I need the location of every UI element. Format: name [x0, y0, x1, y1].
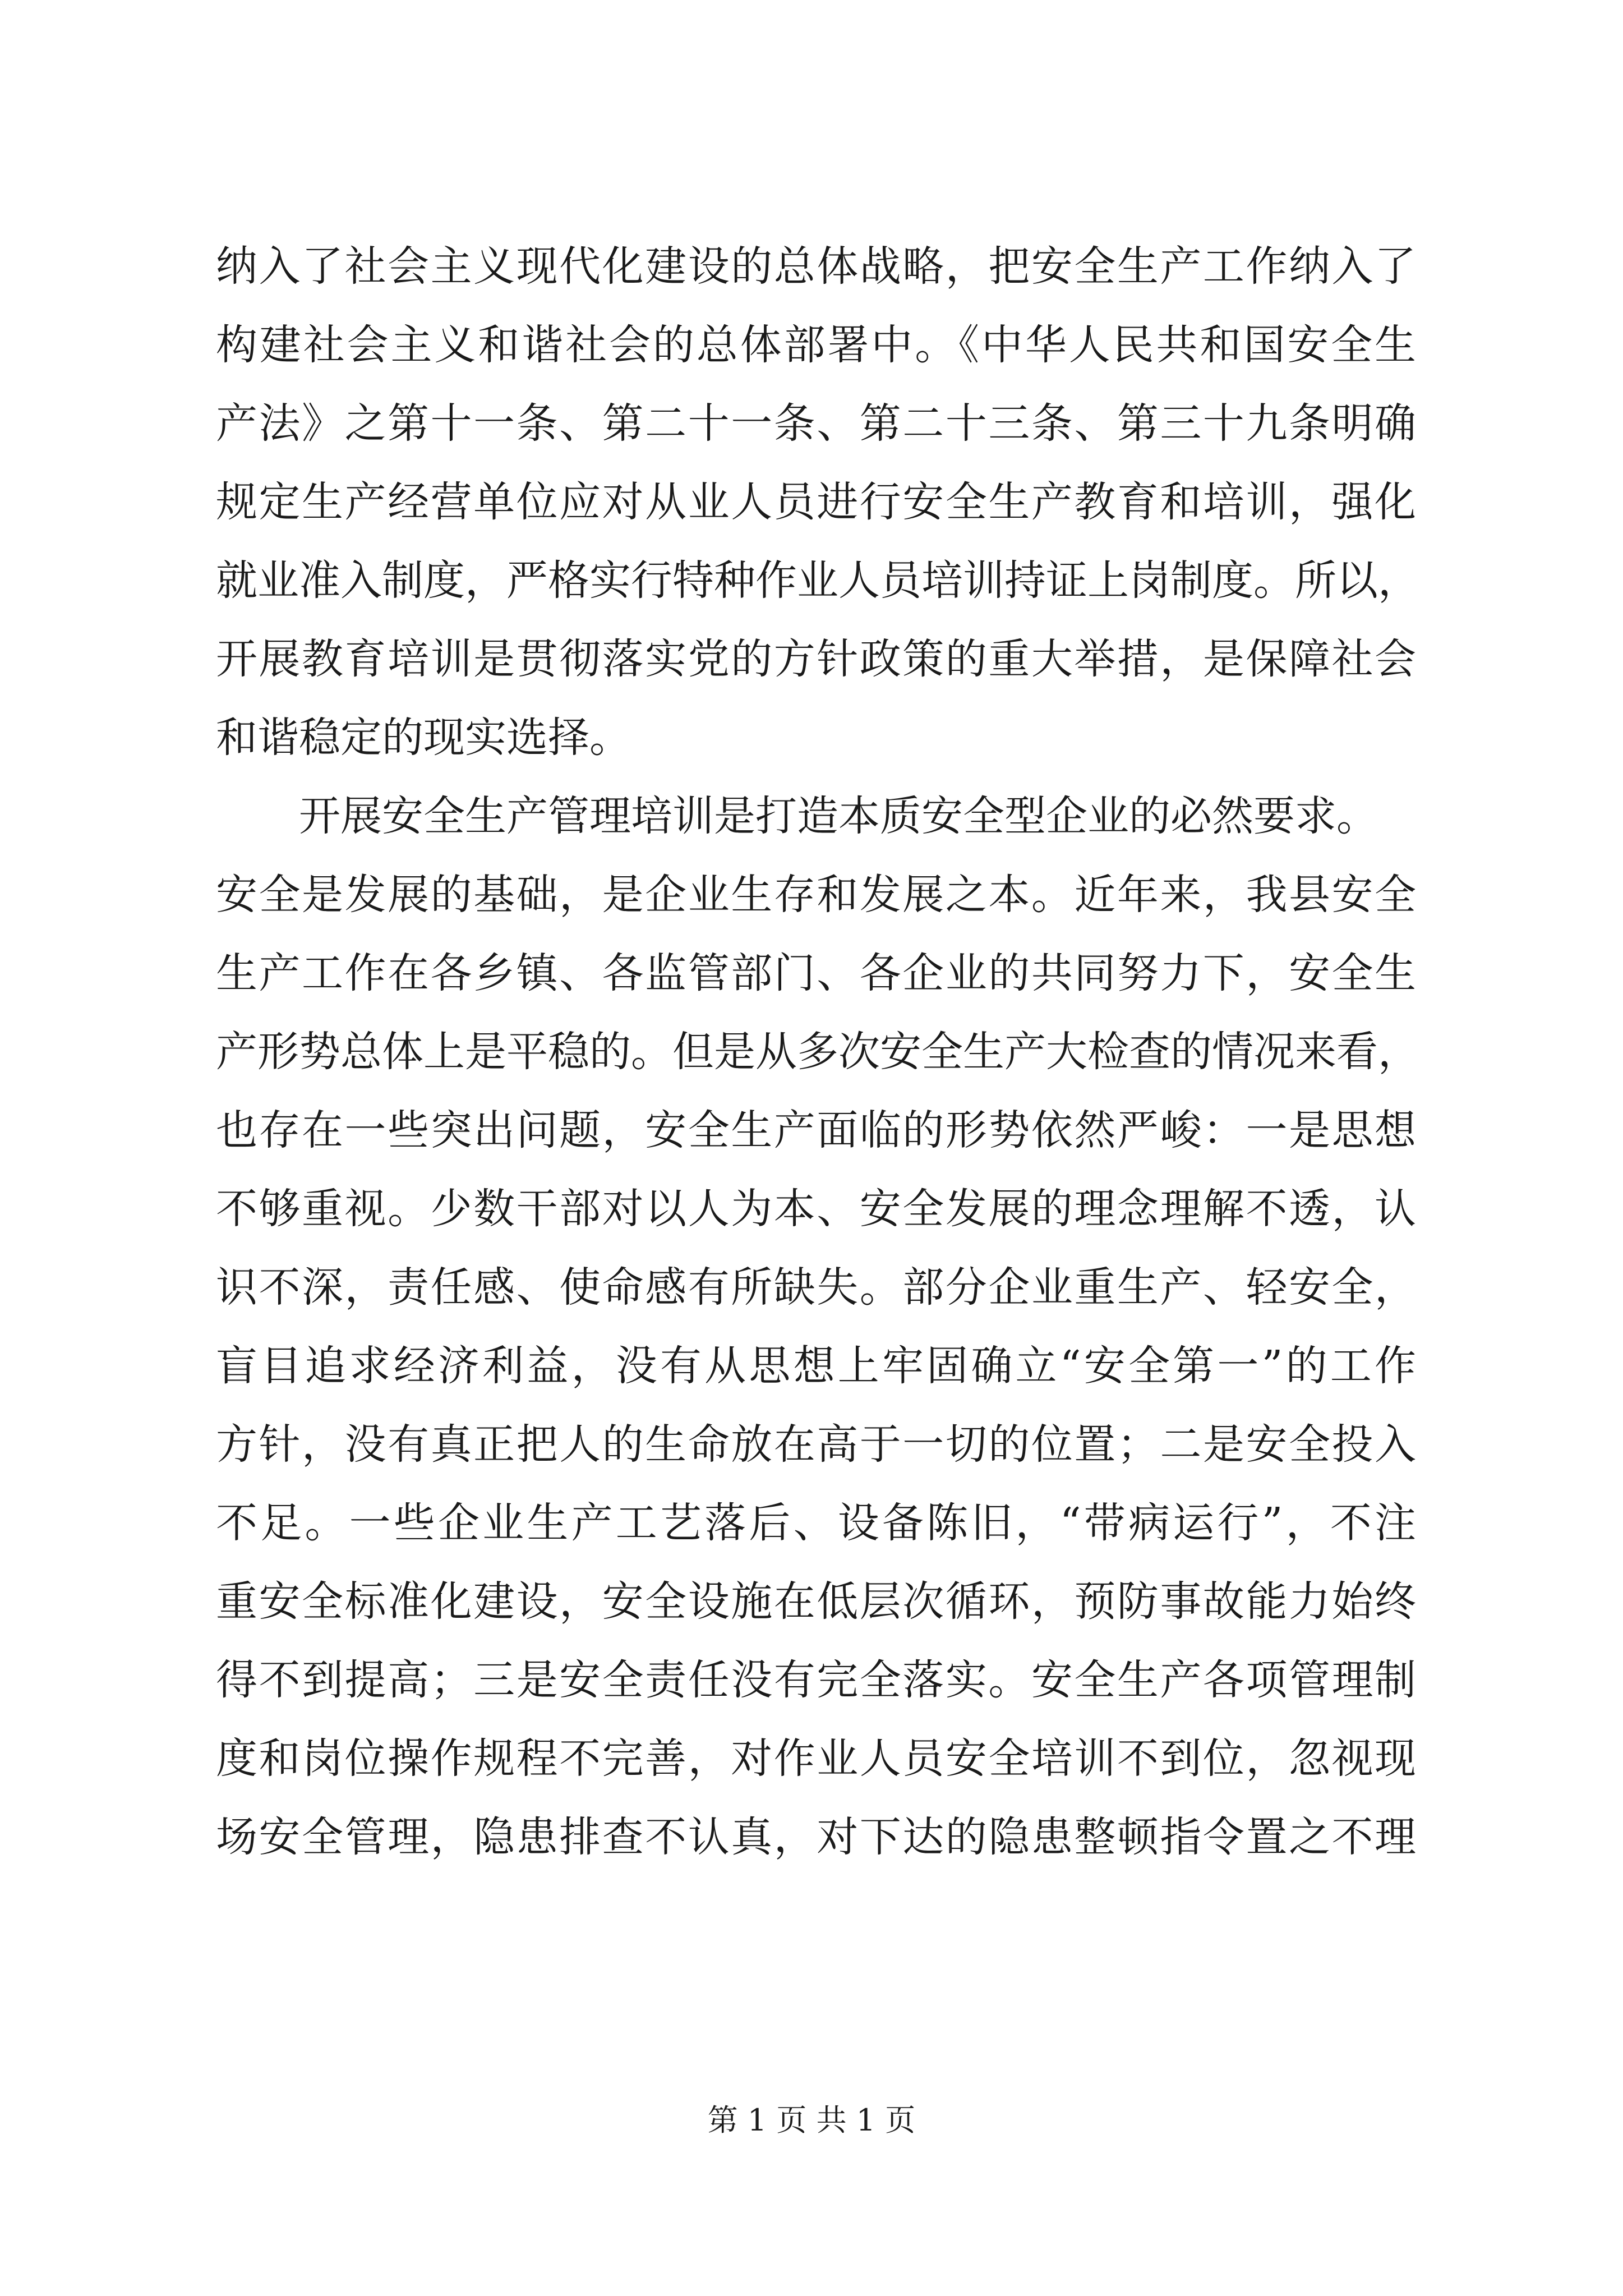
paragraph-2-line-11: 重安全标准化建设，安全设施在低层次循环，预防事故能力始终 — [216, 1577, 1416, 1626]
paragraph-2-line-3: 生产工作在各乡镇、各监管部门、各企业的共同努力下，安全生 — [216, 949, 1416, 997]
paragraph-2-line-2: 安全是发展的基础，是企业生存和发展之本。近年来，我县安全 — [216, 871, 1416, 919]
paragraph-2-line-4: 产形势总体上是平稳的。但是从多次安全生产大检查的情况来看， — [216, 1028, 1419, 1076]
paragraph-2-line-13: 度和岗位操作规程不完善，对作业人员安全培训不到位，忽视现 — [216, 1734, 1416, 1783]
paragraph-2-line-8: 盲目追求经济利益，没有从思想上牢固确立“安全第一”的工作 — [216, 1342, 1416, 1390]
paragraph-1-line-3: 产法》之第十一条、第二十一条、第二十三条、第三十九条明确 — [216, 399, 1416, 448]
paragraph-1-line-2: 构建社会主义和谐社会的总体部署中。《中华人民共和国安全生 — [216, 321, 1416, 369]
paragraph-1-line-6: 开展教育培训是贯彻落实党的方针政策的重大举措，是保障社会 — [216, 635, 1416, 683]
document-body — [216, 227, 1419, 1955]
paragraph-1-line-5: 就业准入制度，严格实行特种作业人员培训持证上岗制度。所以， — [216, 556, 1419, 605]
paragraph-1-line-7: 和谐稳定的现实选择。 — [216, 714, 631, 762]
paragraph-1-line-4: 规定生产经营单位应对从业人员进行安全生产教育和培训，强化 — [216, 478, 1416, 526]
paragraph-2-line-1: 开展安全生产管理培训是打造本质安全型企业的必然要求。 — [299, 792, 1378, 840]
page-number-footer: 第 1 页 共 1 页 — [707, 2102, 916, 2138]
paragraph-2-line-5: 也存在一些突出问题，安全生产面临的形势依然严峻：一是思想 — [216, 1106, 1416, 1154]
paragraph-2-line-10: 不足。一些企业生产工艺落后、设备陈旧，“带病运行”，不注 — [216, 1499, 1416, 1547]
paragraph-2-line-6: 不够重视。少数干部对以人为本、安全发展的理念理解不透，认 — [216, 1185, 1416, 1233]
paragraph-2-line-7: 识不深，责任感、使命感有所缺失。部分企业重生产、轻安全， — [216, 1263, 1416, 1312]
paragraph-1-line-1: 纳入了社会主义现代化建设的总体战略，把安全生产工作纳入了 — [216, 242, 1416, 291]
paragraph-2-line-12: 得不到提高；三是安全责任没有完全落实。安全生产各项管理制 — [216, 1656, 1416, 1704]
paragraph-2-line-9: 方针，没有真正把人的生命放在高于一切的位置；二是安全投入 — [216, 1420, 1416, 1469]
paragraph-2-line-14: 场安全管理，隐患排查不认真，对下达的隐患整顿指令置之不理 — [216, 1813, 1416, 1861]
paragraph-2-line-15 — [216, 1876, 1416, 1955]
